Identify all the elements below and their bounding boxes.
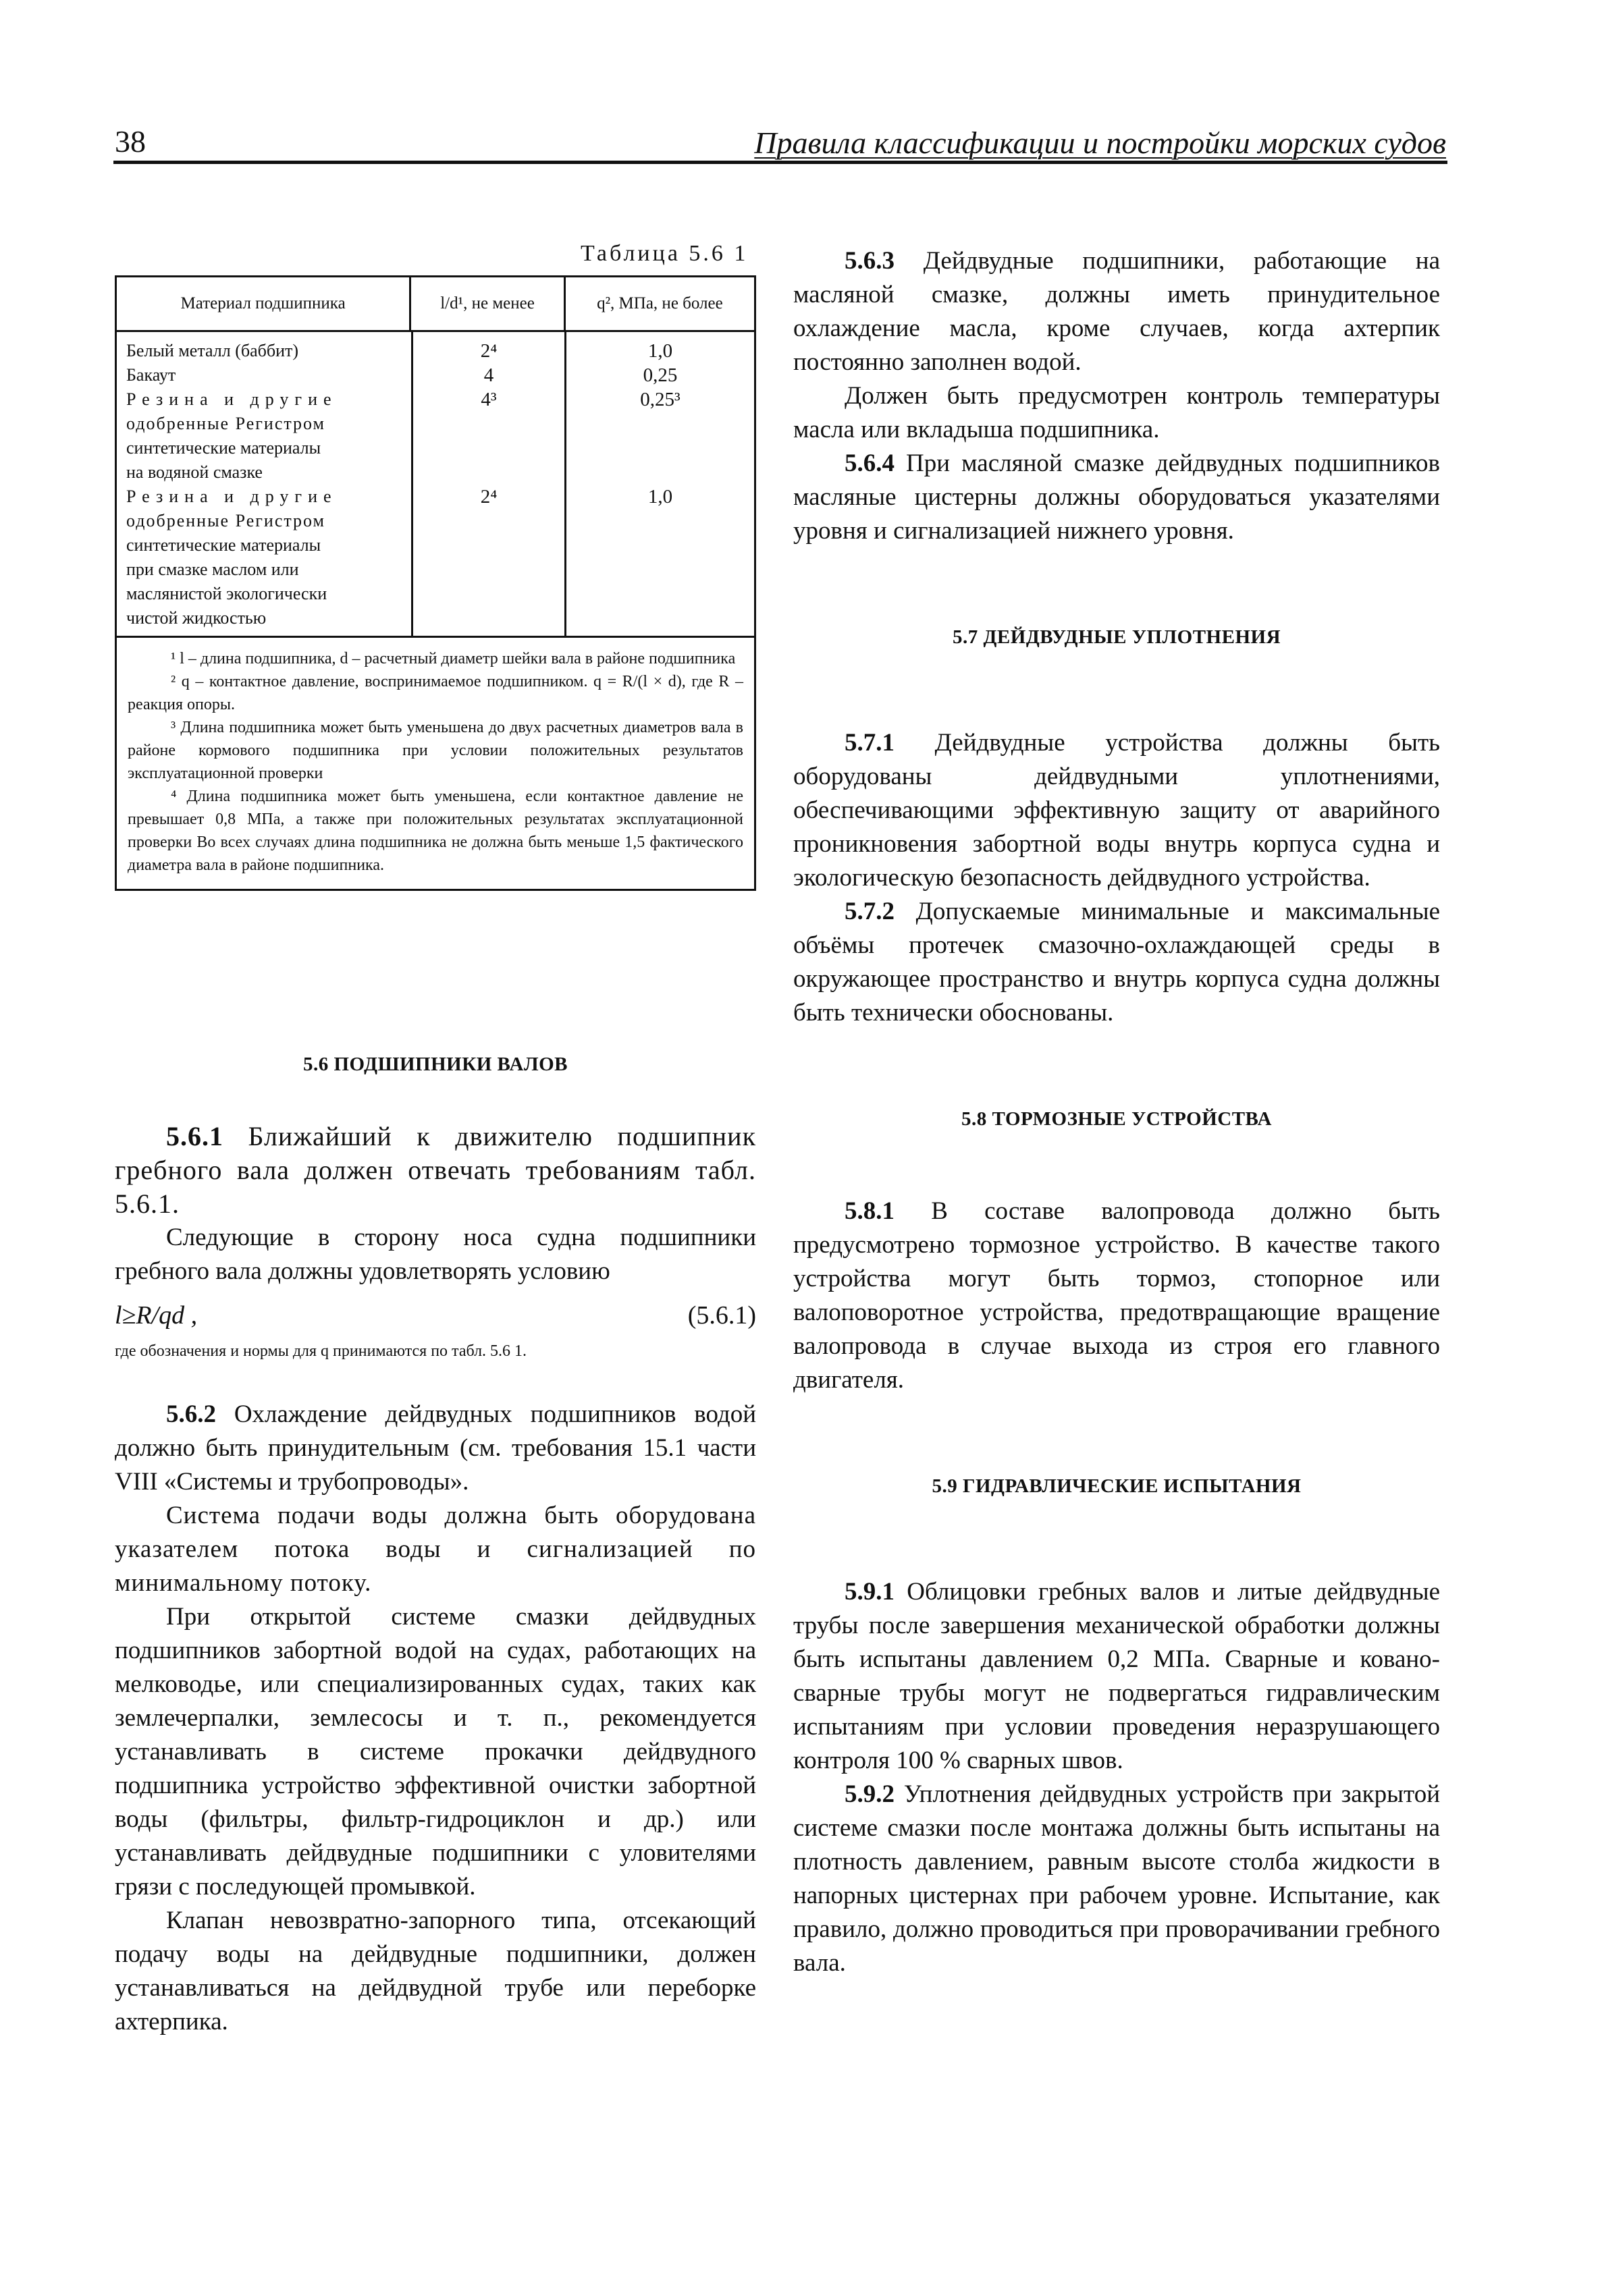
table-cell-q: 1,0 xyxy=(647,340,673,362)
paragraph-text: Облицовки гребных валов и литые дейдвудные трубы после завершения механической обработки должны быть испытаны давлением 0,2 МПа. Сварные и ковано-сварные трубы могут не подвергаться гидравлическим испытаниям при условии проведения неразрушающего контроля 100 % сварных швов. xyxy=(793,1578,1441,1774)
page-number: 38 xyxy=(115,124,146,159)
table-cell-material: синтетические материалы xyxy=(126,535,321,555)
table-cell-material: Резина и другие xyxy=(126,487,338,506)
clause-number: 5.6.3 xyxy=(845,247,895,275)
paragraph-5-9-2 xyxy=(793,1778,1440,1980)
section-heading-5-7: 5.7 ДЕЙДВУДНЫЕ УПЛОТНЕНИЯ xyxy=(952,626,1281,648)
table-cell-material: при смазке маслом или xyxy=(126,559,299,579)
table-header-ld: l/d¹, не менее xyxy=(409,277,564,330)
clause-number: 5.7.1 xyxy=(845,729,895,757)
table-note: ⁴ Длина подшипника может быть уменьшена, если контактное давление не превышает 0,8 МПа, а также при положительных результатах эксплуатационной проверки Во всех случаях длина подшипника не должна быть меньше 1,5 фактического диаметра вала в районе подшипника. xyxy=(128,788,743,874)
clause-number: 5.6.4 xyxy=(845,449,895,477)
paragraph-text: Допускаемые минимальные и максимальные объёмы протечек смазочно-охлаждающей среды в окружающее пространство и внутрь корпуса судна должны быть технически обоснованы. xyxy=(793,898,1440,1027)
paragraph-text: В составе валопровода должно быть предусмотрено тормозное устройство. В качестве такого устройства могут быть тормоз, стопорное или валоповоротное устройства, предотвращающие вращение валопровода в случае выхода из строя его главного двигателя. xyxy=(793,1197,1441,1394)
table-header-row xyxy=(117,277,754,332)
table-note: ² q – контактное давление, воспринимаемое подшипником. q = R/(l × d), где R – реакция опоры. xyxy=(128,673,743,713)
clause-number: 5.6.1 xyxy=(166,1121,223,1151)
paragraph-text: При масляной смазке дейдвудных подшипников масляные цистерны должны оборудоваться указателями уровня и сигнализацией нижнего уровня. xyxy=(793,449,1440,545)
table-cell-ld: 4 xyxy=(483,364,494,386)
section-heading-5-6: 5.6 ПОДШИПНИКИ ВАЛОВ xyxy=(303,1054,568,1075)
table-cell-material: Резина и другие xyxy=(126,389,338,409)
paragraph-5-6-2c: При открытой системе смазки дейдвудных подшипников забортной водой на судах, работающих на мелководье, или специализированных судах, таких как землечерпалки, землесосы и т. п., рекомендуется устанавливать в системе прокачки дейдвудного подшипника устройство эффективной очистки забортной воды (фильтры, фильтр-гидроциклон и др.) или устанавливать дейдвудные подшипники с уловителями грязи с последующей промывкой. xyxy=(115,1603,756,1901)
table-cell-ld: 4³ xyxy=(481,389,497,410)
table-cell-ld: 2⁴ xyxy=(480,340,498,362)
clause-number: 5.9.1 xyxy=(845,1578,895,1606)
table-cell-material: на водяной смазке xyxy=(126,462,263,482)
paragraph-5-6-3 xyxy=(793,244,1440,379)
table-cell-q: 0,25 xyxy=(643,364,678,386)
paragraph-5-6-2d: Клапан невозвратно-запорного типа, отсекающий подачу воды на дейдвудные подшипники, должен устанавливаться на дейдвудной трубе или переборке ахтерпика. xyxy=(115,1907,756,2035)
running-title: Правила классификации и постройки морских судов xyxy=(754,126,1446,160)
formula-expression: l≥R/qd , xyxy=(115,1301,198,1330)
table-cell-material: чистой жидкостью xyxy=(126,608,267,628)
formula-5-6-1 xyxy=(115,1298,756,1333)
table-header-q: q², МПа, не более xyxy=(564,277,754,330)
header-rule xyxy=(113,161,1447,164)
paragraph-5-8-1 xyxy=(793,1195,1440,1397)
table-cell-ld: 2⁴ xyxy=(480,486,498,508)
clause-number: 5.8.1 xyxy=(845,1197,895,1225)
table-notes xyxy=(117,636,754,889)
paragraph-5-6-1b: Следующие в сторону носа судна подшипники гребного вала должны удовлетворять условию xyxy=(115,1224,756,1285)
paragraph-text: Ближайший к движителю подшипник гребного вала должен отвечать требованиям табл. 5.6.1. xyxy=(115,1121,756,1219)
bearing-table xyxy=(115,275,756,891)
table-cell-q: 0,25³ xyxy=(640,389,681,410)
formula-note: где обозначения и нормы для q принимаются по табл. 5.6 1. xyxy=(115,1342,527,1360)
paragraph-text: Дейдвудные устройства должны быть оборудованы дейдвудными уплотнениями, обеспечивающими эффективную защиту от аварийного проникновения забортной воды внутрь корпуса судна и экологическую безопасность дейдвудного устройства. xyxy=(793,729,1440,892)
paragraph-5-7-1 xyxy=(793,726,1440,895)
table-cell-material: маслянистой экологически xyxy=(126,584,327,603)
table-col-material xyxy=(117,332,411,636)
paragraph-text: Дейдвудные подшипники, работающие на масляной смазке, должны иметь принудительное охлаждение масла, кроме случаев, когда ахтерпик постоянно заполнен водой. xyxy=(793,247,1440,376)
table-cell-material: Белый металл (баббит) xyxy=(126,341,299,360)
right-column xyxy=(793,244,1440,1980)
table-cell-material: Бакаут xyxy=(126,365,176,385)
paragraph-5-9-1 xyxy=(793,1575,1440,1778)
paragraph-5-7-2 xyxy=(793,895,1440,1030)
table-note: ³ Длина подшипника может быть уменьшена до двух расчетных диаметров вала в районе кормового подшипника при условии положительных результатов эксплуатационной проверки xyxy=(128,719,743,782)
formula-number: (5.6.1) xyxy=(687,1301,756,1330)
table-body xyxy=(117,332,754,636)
table-col-q xyxy=(564,332,754,636)
table-caption: Таблица 5.6 1 xyxy=(581,241,749,266)
paragraph-text: Охлаждение дейдвудных подшипников водой должно быть принудительным (см. требования 15.1 части VIII «Системы и трубопроводы». xyxy=(115,1400,757,1496)
table-cell-q: 1,0 xyxy=(647,486,673,508)
clause-number: 5.9.2 xyxy=(845,1780,895,1808)
section-heading-5-8: 5.8 ТОРМОЗНЫЕ УСТРОЙСТВА xyxy=(961,1108,1272,1130)
clause-number: 5.6.2 xyxy=(166,1400,216,1428)
table-col-ld xyxy=(411,332,564,636)
paragraph-5-6-2 xyxy=(115,1398,756,1499)
paragraph-5-6-1 xyxy=(115,1120,756,1221)
table-cell-material: одобренные Регистром xyxy=(126,414,325,433)
table-cell-material: синтетические материалы xyxy=(126,438,321,458)
table-note: ¹ l – длина подшипника, d – расчетный диаметр шейки вала в районе подшипника xyxy=(171,650,736,667)
paragraph-text: Уплотнения дейдвудных устройств при закрытой системе смазки после монтажа должны быть испытаны на плотность давлением, равным высоте столба жидкости в напорных цистернах при рабочем уровне. Испытание, как правило, должно проводиться при проворачивании гребного вала. xyxy=(793,1780,1440,1977)
clause-number: 5.7.2 xyxy=(845,898,895,925)
section-heading-5-9: 5.9 ГИДРАВЛИЧЕСКИЕ ИСПЫТАНИЯ xyxy=(932,1475,1302,1497)
left-column xyxy=(115,1049,756,2039)
paragraph-5-6-4 xyxy=(793,447,1440,548)
table-header-material: Материал подшипника xyxy=(180,294,346,312)
paragraph-5-6-2b: Система подачи воды должна быть оборудована указателем потока воды и сигнализацией по минимальному потоку. xyxy=(115,1502,756,1597)
paragraph-5-6-3b: Должен быть предусмотрен контроль температуры масла или вкладыша подшипника. xyxy=(793,382,1440,443)
table-cell-material: одобренные Регистром xyxy=(126,511,325,530)
